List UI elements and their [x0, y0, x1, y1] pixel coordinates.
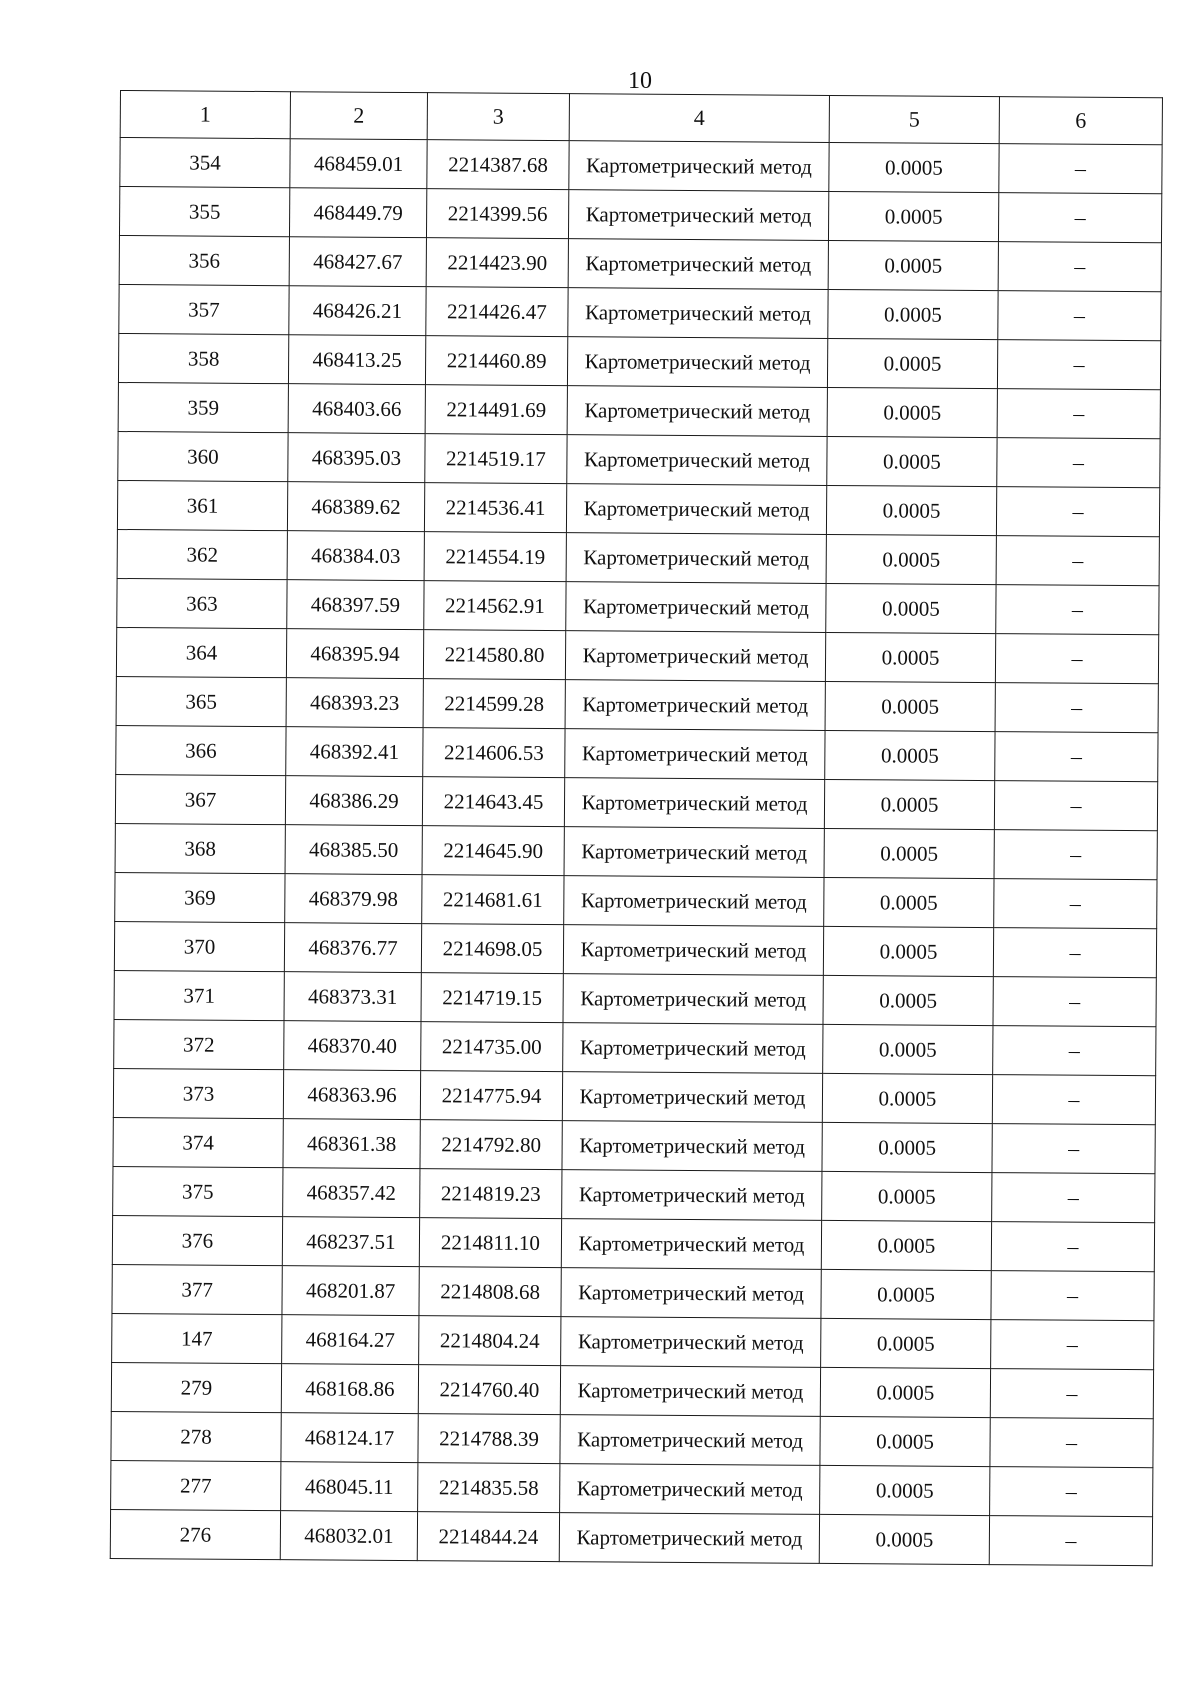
x-coordinate-cell: 468426.21 [289, 286, 426, 336]
note-cell: – [991, 1271, 1154, 1321]
x-coordinate-cell: 468397.59 [287, 580, 424, 630]
table-row [110, 1509, 1152, 1565]
x-coordinate-cell: 468373.31 [284, 972, 421, 1022]
method-cell: Картометрический метод [565, 729, 825, 780]
point-number-cell: 361 [117, 480, 287, 530]
y-coordinate-cell: 2214643.45 [422, 777, 564, 827]
table-row [119, 284, 1161, 340]
y-coordinate-cell: 2214844.24 [417, 1512, 559, 1562]
y-coordinate-cell: 2214606.53 [423, 728, 565, 778]
accuracy-cell: 0.0005 [822, 1073, 992, 1123]
note-cell: – [997, 438, 1160, 488]
method-cell: Картометрический метод [565, 680, 825, 731]
table-row [116, 725, 1158, 781]
x-coordinate-cell: 468395.94 [286, 629, 423, 679]
y-coordinate-cell: 2214460.89 [425, 336, 567, 386]
accuracy-cell: 0.0005 [824, 828, 994, 878]
table-row [117, 480, 1159, 536]
method-cell: Картометрический метод [564, 827, 824, 878]
point-number-cell: 365 [116, 676, 286, 726]
note-cell: – [992, 1124, 1155, 1174]
method-cell: Картометрический метод [566, 484, 826, 535]
y-coordinate-cell: 2214536.41 [424, 483, 566, 533]
table-row [118, 431, 1160, 487]
y-coordinate-cell: 2214808.68 [419, 1267, 561, 1317]
method-cell: Картометрический метод [561, 1268, 821, 1319]
x-coordinate-cell: 468164.27 [282, 1315, 419, 1365]
point-number-cell: 277 [111, 1460, 281, 1510]
method-cell: Картометрический метод [560, 1415, 820, 1466]
note-cell: – [993, 977, 1156, 1027]
x-coordinate-cell: 468379.98 [285, 874, 422, 924]
accuracy-cell: 0.0005 [823, 926, 993, 976]
table-row [115, 774, 1157, 830]
coordinates-table [110, 90, 1163, 1566]
x-coordinate-cell: 468459.01 [290, 139, 427, 189]
method-cell: Картометрический метод [568, 190, 828, 241]
accuracy-cell: 0.0005 [827, 436, 997, 486]
note-cell: – [995, 732, 1158, 782]
x-coordinate-cell: 468237.51 [282, 1217, 419, 1267]
accuracy-cell: 0.0005 [826, 583, 996, 633]
point-number-cell: 147 [112, 1313, 282, 1363]
point-number-cell: 369 [115, 872, 285, 922]
table-row [114, 970, 1156, 1026]
x-coordinate-cell: 468361.38 [283, 1119, 420, 1169]
point-number-cell: 374 [113, 1117, 283, 1167]
table-row [118, 382, 1160, 438]
table-row [112, 1313, 1154, 1369]
y-coordinate-cell: 2214562.91 [424, 581, 566, 631]
y-coordinate-cell: 2214491.69 [425, 385, 567, 435]
table-row [111, 1362, 1153, 1418]
header-cell-5: 5 [829, 95, 999, 143]
x-coordinate-cell: 468392.41 [286, 727, 423, 777]
point-number-cell: 276 [110, 1509, 280, 1559]
method-cell: Картометрический метод [567, 435, 827, 486]
table-row [117, 529, 1159, 585]
method-cell: Картометрический метод [560, 1464, 820, 1515]
point-number-cell: 373 [113, 1068, 283, 1118]
accuracy-cell: 0.0005 [823, 1024, 993, 1074]
table-row [111, 1460, 1153, 1516]
x-coordinate-cell: 468393.23 [286, 678, 423, 728]
page-number: 10 [628, 68, 652, 94]
note-cell: – [994, 781, 1157, 831]
table-row [118, 333, 1160, 389]
point-number-cell: 366 [116, 725, 286, 775]
point-number-cell: 360 [118, 431, 288, 481]
accuracy-cell: 0.0005 [825, 681, 995, 731]
method-cell: Картометрический метод [564, 876, 824, 927]
y-coordinate-cell: 2214554.19 [424, 532, 566, 582]
method-cell: Картометрический метод [567, 337, 827, 388]
y-coordinate-cell: 2214792.80 [420, 1120, 562, 1170]
note-cell: – [990, 1418, 1153, 1468]
point-number-cell: 363 [117, 578, 287, 628]
x-coordinate-cell: 468124.17 [281, 1413, 418, 1463]
note-cell: – [998, 291, 1161, 341]
x-coordinate-cell: 468201.87 [282, 1266, 419, 1316]
accuracy-cell: 0.0005 [826, 534, 996, 584]
coordinates-table-container [110, 90, 1162, 1566]
point-number-cell: 377 [112, 1264, 282, 1314]
table-row [112, 1215, 1154, 1271]
note-cell: – [992, 1075, 1155, 1125]
point-number-cell: 362 [117, 529, 287, 579]
header-cell-2: 2 [290, 92, 427, 140]
point-number-cell: 354 [120, 138, 290, 188]
y-coordinate-cell: 2214423.90 [426, 238, 568, 288]
y-coordinate-cell: 2214681.61 [422, 875, 564, 925]
point-number-cell: 356 [119, 235, 289, 285]
table-row [113, 1117, 1155, 1173]
x-coordinate-cell: 468045.11 [281, 1462, 418, 1512]
x-coordinate-cell: 468385.50 [285, 825, 422, 875]
accuracy-cell: 0.0005 [829, 142, 999, 192]
point-number-cell: 279 [111, 1362, 281, 1412]
x-coordinate-cell: 468403.66 [288, 384, 425, 434]
method-cell: Картометрический метод [561, 1219, 821, 1270]
note-cell: – [991, 1320, 1154, 1370]
method-cell: Картометрический метод [565, 631, 825, 682]
x-coordinate-cell: 468395.03 [288, 433, 425, 483]
point-number-cell: 375 [113, 1166, 283, 1216]
note-cell: – [994, 830, 1157, 880]
method-cell: Картометрический метод [560, 1366, 820, 1417]
point-number-cell: 364 [116, 627, 286, 677]
note-cell: – [993, 1026, 1156, 1076]
table-row [116, 627, 1158, 683]
x-coordinate-cell: 468413.25 [288, 335, 425, 385]
accuracy-cell: 0.0005 [828, 191, 998, 241]
note-cell: – [990, 1467, 1153, 1517]
table-row [114, 921, 1156, 977]
header-row [120, 91, 1162, 145]
method-cell: Картометрический метод [568, 288, 828, 339]
table-row [119, 235, 1161, 291]
y-coordinate-cell: 2214387.68 [427, 140, 569, 190]
note-cell: – [990, 1369, 1153, 1419]
table-row [115, 823, 1157, 879]
table-row [116, 676, 1158, 732]
point-number-cell: 278 [111, 1411, 281, 1461]
point-number-cell: 367 [115, 774, 285, 824]
method-cell: Картометрический метод [562, 1121, 822, 1172]
table-row [115, 872, 1157, 928]
note-cell: – [997, 340, 1160, 390]
header-cell-1: 1 [120, 91, 290, 139]
note-cell: – [996, 536, 1159, 586]
method-cell: Картометрический метод [562, 1170, 822, 1221]
x-coordinate-cell: 468449.79 [289, 188, 426, 238]
note-cell: – [989, 1516, 1152, 1566]
table-header [120, 91, 1162, 145]
y-coordinate-cell: 2214580.80 [423, 630, 565, 680]
accuracy-cell: 0.0005 [827, 338, 997, 388]
y-coordinate-cell: 2214599.28 [423, 679, 565, 729]
y-coordinate-cell: 2214719.15 [421, 973, 563, 1023]
note-cell: – [993, 928, 1156, 978]
x-coordinate-cell: 468389.62 [287, 482, 424, 532]
y-coordinate-cell: 2214804.24 [419, 1316, 561, 1366]
accuracy-cell: 0.0005 [822, 1171, 992, 1221]
accuracy-cell: 0.0005 [827, 387, 997, 437]
header-cell-4: 4 [569, 94, 829, 143]
note-cell: – [999, 144, 1162, 194]
accuracy-cell: 0.0005 [824, 779, 994, 829]
y-coordinate-cell: 2214698.05 [421, 924, 563, 974]
x-coordinate-cell: 468357.42 [283, 1168, 420, 1218]
method-cell: Картометрический метод [567, 386, 827, 437]
point-number-cell: 376 [112, 1215, 282, 1265]
note-cell: – [996, 487, 1159, 537]
point-number-cell: 355 [119, 187, 289, 237]
method-cell: Картометрический метод [561, 1317, 821, 1368]
y-coordinate-cell: 2214760.40 [418, 1365, 560, 1415]
accuracy-cell: 0.0005 [828, 289, 998, 339]
header-cell-3: 3 [427, 93, 569, 141]
y-coordinate-cell: 2214819.23 [420, 1169, 562, 1219]
y-coordinate-cell: 2214835.58 [418, 1463, 560, 1513]
point-number-cell: 358 [118, 333, 288, 383]
point-number-cell: 368 [115, 823, 285, 873]
method-cell: Картометрический метод [566, 533, 826, 584]
table-row [119, 187, 1161, 243]
x-coordinate-cell: 468363.96 [283, 1070, 420, 1120]
point-number-cell: 359 [118, 382, 288, 432]
note-cell: – [998, 193, 1161, 243]
point-number-cell: 357 [119, 284, 289, 334]
method-cell: Картометрический метод [563, 974, 823, 1025]
table-body [110, 138, 1162, 1566]
accuracy-cell: 0.0005 [825, 730, 995, 780]
accuracy-cell: 0.0005 [826, 485, 996, 535]
accuracy-cell: 0.0005 [820, 1465, 990, 1515]
y-coordinate-cell: 2214399.56 [426, 189, 568, 239]
accuracy-cell: 0.0005 [824, 877, 994, 927]
note-cell: – [995, 634, 1158, 684]
accuracy-cell: 0.0005 [825, 632, 995, 682]
x-coordinate-cell: 468032.01 [280, 1511, 417, 1561]
table-row [117, 578, 1159, 634]
accuracy-cell: 0.0005 [821, 1318, 991, 1368]
method-cell: Картометрический метод [568, 239, 828, 290]
note-cell: – [992, 1173, 1155, 1223]
accuracy-cell: 0.0005 [822, 1122, 992, 1172]
accuracy-cell: 0.0005 [820, 1367, 990, 1417]
method-cell: Картометрический метод [566, 582, 826, 633]
x-coordinate-cell: 468376.77 [284, 923, 421, 973]
method-cell: Картометрический метод [562, 1072, 822, 1123]
note-cell: – [996, 585, 1159, 635]
note-cell: – [994, 879, 1157, 929]
y-coordinate-cell: 2214775.94 [420, 1071, 562, 1121]
accuracy-cell: 0.0005 [820, 1416, 990, 1466]
y-coordinate-cell: 2214811.10 [419, 1218, 561, 1268]
table-row [112, 1264, 1154, 1320]
table-row [114, 1019, 1156, 1075]
accuracy-cell: 0.0005 [821, 1269, 991, 1319]
method-cell: Картометрический метод [559, 1513, 819, 1564]
accuracy-cell: 0.0005 [823, 975, 993, 1025]
point-number-cell: 370 [114, 921, 284, 971]
x-coordinate-cell: 468384.03 [287, 531, 424, 581]
y-coordinate-cell: 2214426.47 [426, 287, 568, 337]
method-cell: Картометрический метод [563, 925, 823, 976]
y-coordinate-cell: 2214735.00 [421, 1022, 563, 1072]
table-row [120, 138, 1162, 194]
x-coordinate-cell: 468168.86 [281, 1364, 418, 1414]
note-cell: – [991, 1222, 1154, 1272]
point-number-cell: 371 [114, 970, 284, 1020]
x-coordinate-cell: 468370.40 [284, 1021, 421, 1071]
point-number-cell: 372 [114, 1019, 284, 1069]
method-cell: Картометрический метод [569, 141, 829, 192]
y-coordinate-cell: 2214645.90 [422, 826, 564, 876]
note-cell: – [995, 683, 1158, 733]
y-coordinate-cell: 2214788.39 [418, 1414, 560, 1464]
y-coordinate-cell: 2214519.17 [425, 434, 567, 484]
accuracy-cell: 0.0005 [819, 1514, 989, 1564]
method-cell: Картометрический метод [563, 1023, 823, 1074]
accuracy-cell: 0.0005 [828, 240, 998, 290]
x-coordinate-cell: 468386.29 [285, 776, 422, 826]
header-cell-6: 6 [999, 97, 1162, 145]
table-row [113, 1166, 1155, 1222]
accuracy-cell: 0.0005 [821, 1220, 991, 1270]
table-row [111, 1411, 1153, 1467]
note-cell: – [998, 242, 1161, 292]
method-cell: Картометрический метод [564, 778, 824, 829]
table-row [113, 1068, 1155, 1124]
x-coordinate-cell: 468427.67 [289, 237, 426, 287]
note-cell: – [997, 389, 1160, 439]
